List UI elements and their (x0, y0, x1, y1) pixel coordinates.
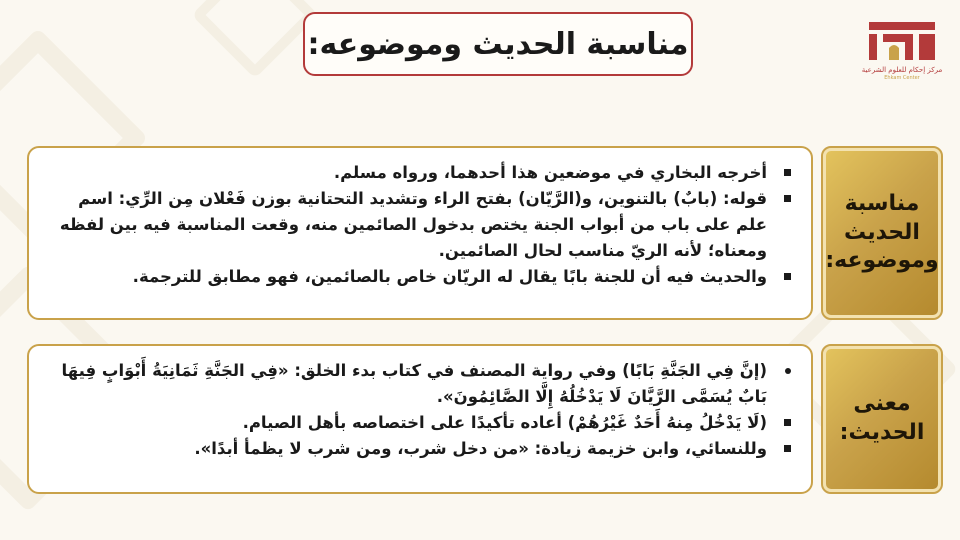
section-card-meaning (27, 344, 813, 494)
section-label-context: مناسبة الحديث وموضوعه: (823, 148, 941, 318)
square-bullet-icon (784, 445, 791, 452)
section-card-context (27, 146, 813, 320)
logo-mark-icon (865, 20, 939, 64)
section-label-meaning: معنى الحديث: (823, 346, 941, 492)
title-box (303, 12, 693, 76)
square-bullet-icon (784, 273, 791, 280)
square-bullet-icon (784, 195, 791, 202)
context-bullet-list (43, 160, 795, 290)
list-item: (لَا يَدْخُلُ مِنهُ أَحَدٌ غَيْرُهُمْ) أعاده تأكيدًا على اختصاصه بأهل الصيام. (43, 410, 795, 436)
round-bullet-icon (785, 368, 791, 374)
square-bullet-icon (784, 169, 791, 176)
meaning-bullet-list (43, 358, 795, 462)
list-item: وللنسائي، وابن خزيمة زيادة: «من دخل شرب، ومن شرب لا يظمأ أبدًا». (43, 436, 795, 462)
background-ornament (191, 0, 318, 79)
page-title: مناسبة الحديث وموضوعه: (307, 26, 689, 62)
square-bullet-icon (784, 419, 791, 426)
list-item: والحديث فيه أن للجنة بابًا يقال له الريّان خاص بالصائمين، فهو مطابق للترجمة. (43, 264, 795, 290)
logo-org-name: مركز إحكام للعلوم الشرعية (861, 66, 943, 74)
logo (862, 20, 942, 90)
logo-subtitle: Ehkam Center (884, 75, 920, 81)
list-item: أخرجه البخاري في موضعين هذا أحدهما، ورواه مسلم. (43, 160, 795, 186)
list-item: (إنَّ فِي الجَنَّةِ بَابًا) وفي رواية المصنف في كتاب بدء الخلق: «فِي الجَنَّةِ ثَمَانِيَةُ أَبْوَابٍ فِيهَا بَابٌ يُسَمَّى الرَّيَّانَ لَا يَدْخُلُهُ إِلَّا الصَّائِمُونَ». (43, 358, 795, 410)
list-item: قوله: (بابٌ) بالتنوين، و(الرَّيّان) بفتح الراء وتشديد التحتانية بوزن فَعْلان مِن الرِّي: اسم علم على باب من أبواب الجنة يختص بدخول الصائمين منه، وقعت المناسبة فيه بين لفظه ومعناه؛ لأنه الريّ مناسب لحال الصائمين. (43, 186, 795, 264)
